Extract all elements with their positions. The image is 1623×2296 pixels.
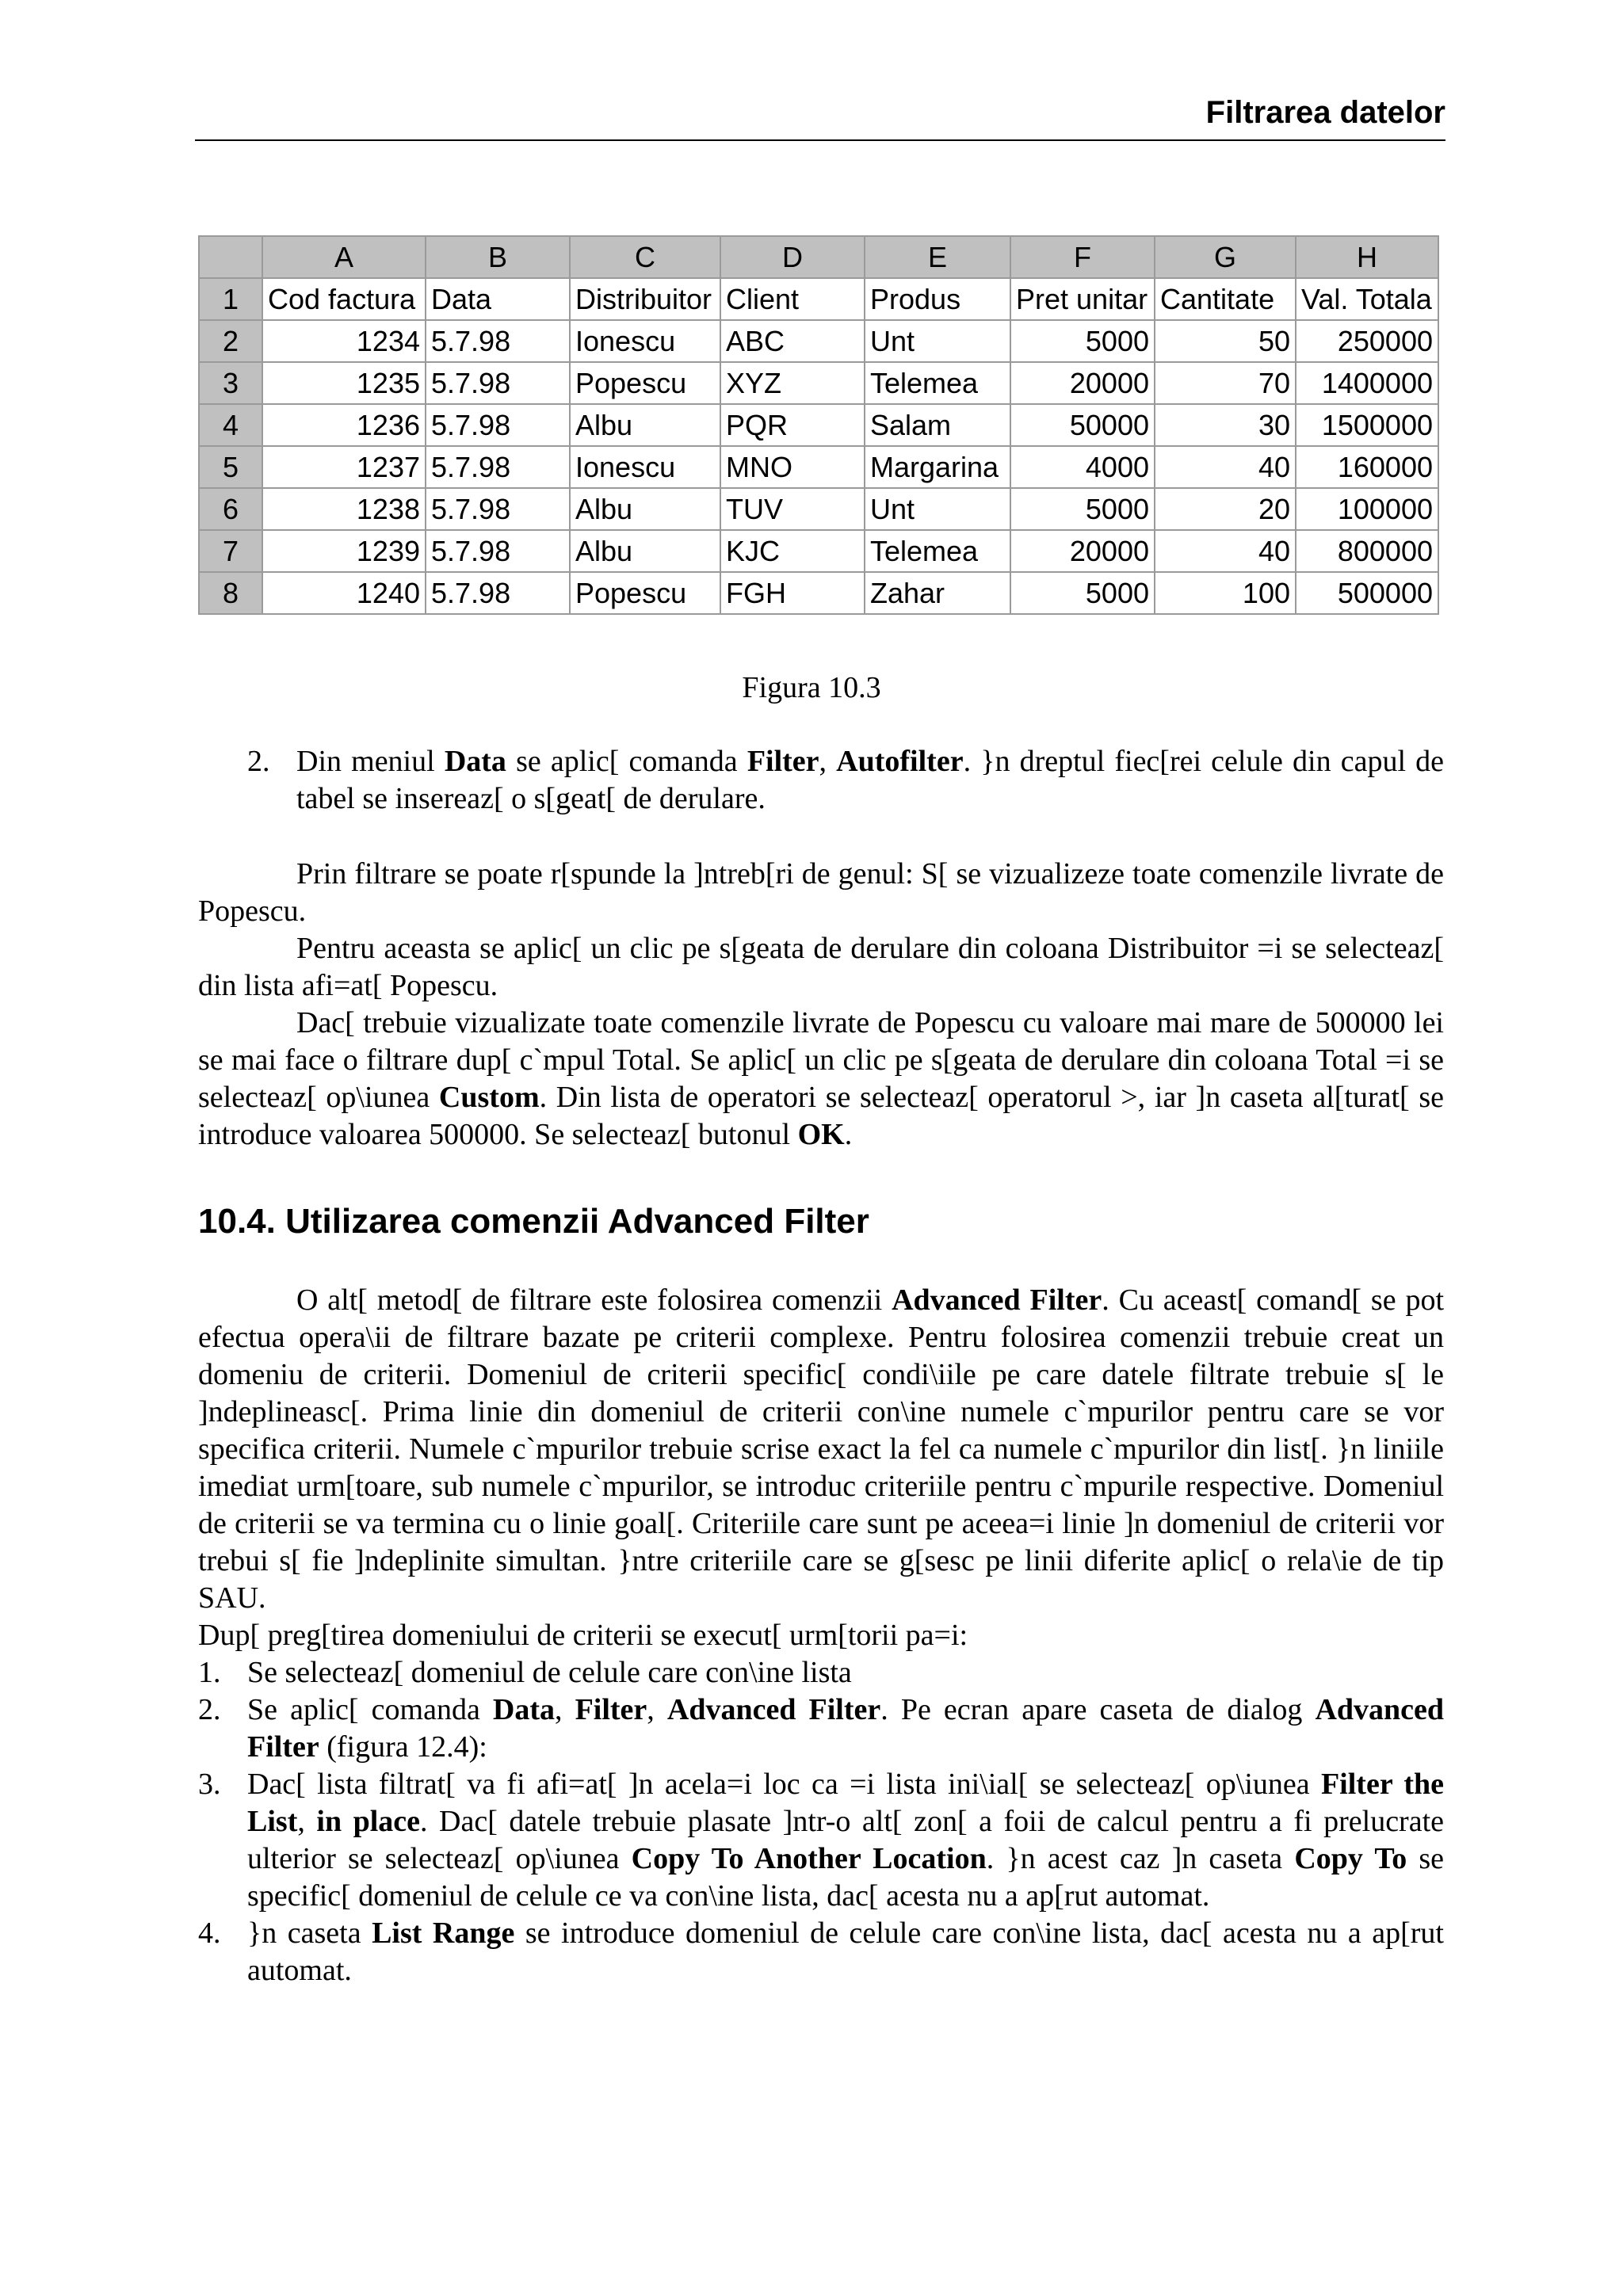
select-all-corner <box>199 236 262 278</box>
cell: TUV <box>720 488 865 530</box>
cell: Margarina <box>865 446 1010 488</box>
cell: 1237 <box>262 446 426 488</box>
cell: Salam <box>865 404 1010 446</box>
cell: 5.7.98 <box>426 572 570 614</box>
column-header: C <box>570 236 720 278</box>
cell: FGH <box>720 572 865 614</box>
cell: Cod factura <box>262 278 426 320</box>
column-header: D <box>720 236 865 278</box>
cell: Zahar <box>865 572 1010 614</box>
column-header: E <box>865 236 1010 278</box>
paragraph: Prin filtrare se poate r[spunde la ]ntreb[ri de genul: S[ se vizualizeze toate comenzile livrate de Popescu. <box>198 857 1444 928</box>
row-header: 3 <box>199 362 262 404</box>
cell: 20000 <box>1010 362 1155 404</box>
column-header: H <box>1296 236 1438 278</box>
cell: 5000 <box>1010 488 1155 530</box>
cell: Popescu <box>570 362 720 404</box>
cell: Cantitate <box>1155 278 1296 320</box>
cell: Albu <box>570 404 720 446</box>
table-row <box>199 278 1438 320</box>
cell: Unt <box>865 488 1010 530</box>
column-header: G <box>1155 236 1296 278</box>
cell: Telemea <box>865 362 1010 404</box>
table-row <box>199 404 1438 446</box>
table-row <box>199 446 1438 488</box>
list-number: 2. <box>198 1693 221 1726</box>
cell: 1238 <box>262 488 426 530</box>
cell: 100 <box>1155 572 1296 614</box>
cell: 5.7.98 <box>426 530 570 572</box>
cell: 1239 <box>262 530 426 572</box>
cell: 1240 <box>262 572 426 614</box>
cell: Pret unitar <box>1010 278 1155 320</box>
running-header: Filtrarea datelor <box>1205 95 1445 130</box>
cell: 30 <box>1155 404 1296 446</box>
list-number: 3. <box>198 1768 221 1801</box>
spreadsheet-figure <box>198 235 1439 615</box>
column-header: A <box>262 236 426 278</box>
row-header: 6 <box>199 488 262 530</box>
cell: PQR <box>720 404 865 446</box>
cell: 1500000 <box>1296 404 1438 446</box>
list-number: 1. <box>198 1656 221 1689</box>
cell: 50 <box>1155 320 1296 362</box>
cell: 70 <box>1155 362 1296 404</box>
paragraph: Dac[ trebuie vizualizate toate comenzile livrate de Popescu cu valoare mai mare de 500000 lei se mai face o filtrare dup[ c`mpul Total. Se aplic[ un clic pe s[geata de derulare din coloana Total =i se selecteaz[ op\iunea Custom. Din lista de operatori se selecteaz[ operatorul >, iar ]n caseta al[turat[ se introduce valoarea 500000. Se selecteaz[ butonul OK. <box>198 1006 1444 1151</box>
list-item: 3. Dac[ lista filtrat[ va fi afi=at[ ]n acela=i loc ca =i lista ini\ial[ se selecteaz[ op\iunea Filter the List, in place. Dac[ datele trebuie plasate ]ntr-o alt[ zon[ a foii de calcul pentru a fi prelucrate ulterior se selecteaz[ op\iunea Copy To Another Location. }n acest caz ]n caseta Copy To se specific[ domeniul de celule ce va con\ine lista, dac[ acesta nu a ap[rut automat. <box>198 1768 1445 1913</box>
figure-caption: Figura 10.3 <box>742 671 881 704</box>
row-header: 4 <box>199 404 262 446</box>
cell: 1400000 <box>1296 362 1438 404</box>
list-item: 1. Se selecteaz[ domeniul de celule care con\ine lista <box>198 1654 1444 1691</box>
section-heading: 10.4. Utilizarea comenzii Advanced Filter <box>198 1202 869 1241</box>
cell: 50000 <box>1010 404 1155 446</box>
cell: 40 <box>1155 530 1296 572</box>
paragraph: Pentru aceasta se aplic[ un clic pe s[geata de derulare din coloana Distribuitor =i se selecteaz[ din lista afi=at[ Popescu. <box>198 932 1444 1002</box>
cell: 40 <box>1155 446 1296 488</box>
cell: ABC <box>720 320 865 362</box>
list-item: 4. }n caseta List Range se introduce domeniul de celule care con\ine lista, dac[ acesta nu a ap[rut automat. <box>198 1917 1444 1987</box>
cell: Ionescu <box>570 320 720 362</box>
cell: 20 <box>1155 488 1296 530</box>
cell: 5000 <box>1010 320 1155 362</box>
cell: KJC <box>720 530 865 572</box>
cell: 100000 <box>1296 488 1438 530</box>
list-item: 2. Se aplic[ comanda Data, Filter, Advanced Filter. Pe ecran apare caseta de dialog Advanced Filter (figura 12.4): <box>198 1693 1445 1764</box>
cell: 500000 <box>1296 572 1438 614</box>
header-rule <box>195 139 1445 141</box>
cell: Data <box>426 278 570 320</box>
list-number: 4. <box>198 1917 221 1950</box>
cell: 20000 <box>1010 530 1155 572</box>
table-row <box>199 572 1438 614</box>
cell: 1235 <box>262 362 426 404</box>
intro-paragraphs <box>198 856 1444 1154</box>
cell: 1234 <box>262 320 426 362</box>
cell: 5.7.98 <box>426 488 570 530</box>
cell: 250000 <box>1296 320 1438 362</box>
column-header: F <box>1010 236 1155 278</box>
cell: Val. Totala <box>1296 278 1438 320</box>
cell: 5.7.98 <box>426 446 570 488</box>
cell: Unt <box>865 320 1010 362</box>
cell: 5.7.98 <box>426 362 570 404</box>
table-row <box>199 488 1438 530</box>
paragraph: Dup[ preg[tirea domeniului de criterii se execut[ urm[torii pa=i: <box>198 1619 968 1652</box>
cell: Client <box>720 278 865 320</box>
list-item: 2. Din meniul Data se aplic[ comanda Filter, Autofilter. }n dreptul fiec[rei celule din capul de tabel se insereaz[ o s[geat[ de derulare. <box>247 745 1445 815</box>
row-header: 1 <box>199 278 262 320</box>
column-header: B <box>426 236 570 278</box>
row-header: 8 <box>199 572 262 614</box>
cell: 160000 <box>1296 446 1438 488</box>
table-row <box>199 320 1438 362</box>
paragraph: O alt[ metod[ de filtrare este folosirea comenzii Advanced Filter. Cu aceast[ comand[ se pot efectua opera\ii de filtrare bazate pe criterii complexe. Pentru folosirea comenzii trebuie creat un domeniu de criterii. Domeniul de criterii specific[ condi\iile pe care datele filtrate trebuie s[ le ]ndeplineasc[. Prima linie din domeniul de criterii con\ine numele c`mpurilor pentru care se vor specifica criterii. Numele c`mpurilor trebuie scrise exact la fel ca numele c`mpurilor din list[. }n liniile imediat urm[toare, sub numele c`mpurilor, se introduc criteriile pentru c`mpurile respective. Domeniul de criterii se va termina cu o linie goal[. Criteriile care sunt pe aceea=i linie ]n domeniul de criterii vor trebui s[ fie ]ndeplinite simultan. }ntre criteriile care se g[sesc pe linii diferite aplic[ o rela\ie de tip SAU. <box>198 1283 1444 1615</box>
cell: 5.7.98 <box>426 404 570 446</box>
table-row <box>199 530 1438 572</box>
row-header: 2 <box>199 320 262 362</box>
cell: Albu <box>570 530 720 572</box>
table-row <box>199 362 1438 404</box>
cell: 5.7.98 <box>426 320 570 362</box>
step-2-block <box>198 743 1444 818</box>
row-header: 7 <box>199 530 262 572</box>
section-body <box>198 1282 1444 1989</box>
cell: MNO <box>720 446 865 488</box>
row-header: 5 <box>199 446 262 488</box>
cell: XYZ <box>720 362 865 404</box>
cell: Telemea <box>865 530 1010 572</box>
cell: Produs <box>865 278 1010 320</box>
cell: 4000 <box>1010 446 1155 488</box>
cell: Ionescu <box>570 446 720 488</box>
list-number: 2. <box>247 745 270 778</box>
cell: 1236 <box>262 404 426 446</box>
cell: Albu <box>570 488 720 530</box>
cell: Popescu <box>570 572 720 614</box>
cell: Distribuitor <box>570 278 720 320</box>
cell: 5000 <box>1010 572 1155 614</box>
column-header-row <box>199 236 1438 278</box>
cell: 800000 <box>1296 530 1438 572</box>
